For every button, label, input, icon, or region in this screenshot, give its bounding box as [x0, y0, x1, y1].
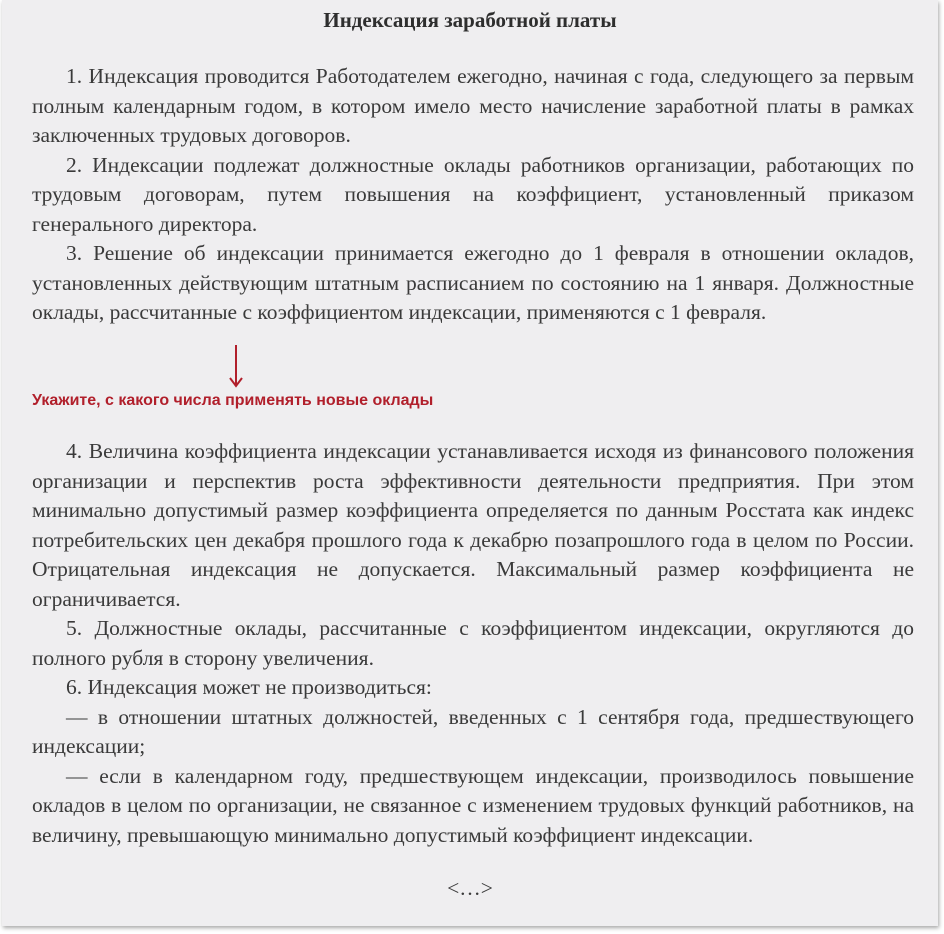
paragraph-6-item-1: — в отношении штатных должностей, введенных с 1 сентября года, предшествующего индексации; — [32, 704, 914, 758]
document-title: Индексация заработной платы — [323, 8, 617, 32]
paragraph-4: 4. Величина коэффициента индексации устанавливается исходя из финансового положения организации и перспектив роста эффективности деятельности предприятия. При этом минимально допустимый размер коэффициента определяется по данным Росстата как индекс потребительских цен декабря прошлого года к декабрю позапрошлого года в целом по России. Отрицательная индексация не допускается. Максимальный размер коэффициента не ограничивается. — [32, 439, 914, 611]
paragraph-6-item-2: — если в календарном году, предшествующем индексации, производилось повышение окладов в целом по организации, не связанное с изменением трудовых функций работников, на величину, превышающую минимально допустимый коэффициент индексации. — [32, 763, 914, 847]
arrow-down-icon — [228, 345, 244, 389]
annotation-note: Укажите, с какого числа применять новые оклады — [32, 392, 434, 409]
paragraph-1: 1. Индексация проводится Работодателем ежегодно, начиная с года, следующего за первым полным календарным годом, в котором имело место начисление заработной платы в рамках заключенных трудовых договоров. — [32, 64, 914, 147]
document-sheet — [2, 0, 938, 926]
paragraph-3: 3. Решение об индексации принимается ежегодно до 1 февраля в отношении окладов, установленных действующим штатным расписанием по состоянию на 1 января. Должностные оклады, рассчитанные с коэффициентом индексации, применяются с 1 февраля. — [32, 241, 914, 324]
paragraphs-after-note — [32, 437, 914, 850]
paragraph-2: 2. Индексации подлежат должностные оклады работников организации, работающих по трудовым договорам, путем повышения на коэффициент, установленный приказом генерального директора. — [32, 152, 914, 236]
paragraphs-before-note — [32, 62, 914, 328]
omission-mark: <…> — [447, 876, 493, 900]
paragraph-5: 5. Должностные оклады, рассчитанные с коэффициентом индексации, округляются до полного рубля в сторону увеличения. — [32, 616, 914, 670]
paragraph-6: 6. Индексация может не производиться: — [66, 675, 432, 699]
